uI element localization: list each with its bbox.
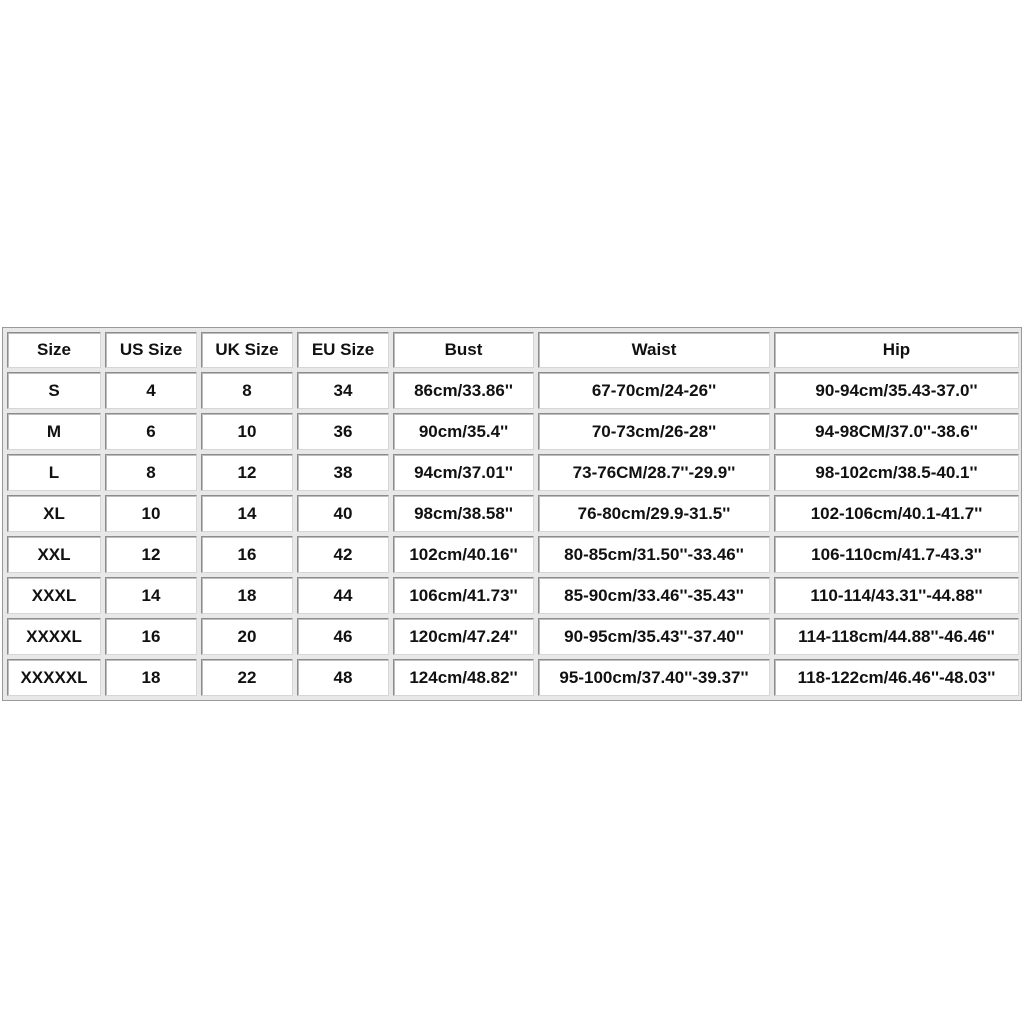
cell-eu-size: 38 [297, 454, 389, 491]
cell-waist: 90-95cm/35.43''-37.40'' [538, 618, 770, 655]
cell-uk-size: 12 [201, 454, 293, 491]
cell-bust: 102cm/40.16'' [393, 536, 534, 573]
cell-hip: 114-118cm/44.88''-46.46'' [774, 618, 1019, 655]
cell-hip: 110-114/43.31''-44.88'' [774, 577, 1019, 614]
cell-size: XL [7, 495, 101, 532]
cell-uk-size: 22 [201, 659, 293, 696]
cell-bust: 120cm/47.24'' [393, 618, 534, 655]
cell-uk-size: 16 [201, 536, 293, 573]
cell-eu-size: 46 [297, 618, 389, 655]
size-chart [2, 327, 1022, 701]
cell-bust: 98cm/38.58'' [393, 495, 534, 532]
header-size: Size [7, 332, 101, 368]
cell-hip: 102-106cm/40.1-41.7'' [774, 495, 1019, 532]
header-hip: Hip [774, 332, 1019, 368]
cell-us-size: 8 [105, 454, 197, 491]
header-row [7, 332, 1019, 368]
cell-eu-size: 42 [297, 536, 389, 573]
cell-bust: 106cm/41.73'' [393, 577, 534, 614]
cell-uk-size: 8 [201, 372, 293, 409]
cell-uk-size: 20 [201, 618, 293, 655]
cell-us-size: 14 [105, 577, 197, 614]
cell-bust: 90cm/35.4'' [393, 413, 534, 450]
cell-eu-size: 48 [297, 659, 389, 696]
cell-size: XXXXL [7, 618, 101, 655]
header-bust: Bust [393, 332, 534, 368]
cell-eu-size: 40 [297, 495, 389, 532]
cell-hip: 118-122cm/46.46''-48.03'' [774, 659, 1019, 696]
table-row [7, 495, 1019, 532]
cell-us-size: 10 [105, 495, 197, 532]
cell-size: XXL [7, 536, 101, 573]
cell-waist: 95-100cm/37.40''-39.37'' [538, 659, 770, 696]
cell-eu-size: 36 [297, 413, 389, 450]
cell-size: M [7, 413, 101, 450]
cell-us-size: 16 [105, 618, 197, 655]
cell-uk-size: 18 [201, 577, 293, 614]
cell-us-size: 6 [105, 413, 197, 450]
table-row [7, 577, 1019, 614]
header-us-size: US Size [105, 332, 197, 368]
table-row [7, 618, 1019, 655]
table-row [7, 536, 1019, 573]
cell-hip: 94-98CM/37.0''-38.6'' [774, 413, 1019, 450]
cell-waist: 85-90cm/33.46''-35.43'' [538, 577, 770, 614]
cell-size: XXXL [7, 577, 101, 614]
cell-hip: 90-94cm/35.43-37.0'' [774, 372, 1019, 409]
cell-bust: 124cm/48.82'' [393, 659, 534, 696]
table-row [7, 372, 1019, 409]
cell-bust: 94cm/37.01'' [393, 454, 534, 491]
header-waist: Waist [538, 332, 770, 368]
cell-uk-size: 14 [201, 495, 293, 532]
cell-waist: 80-85cm/31.50''-33.46'' [538, 536, 770, 573]
header-eu-size: EU Size [297, 332, 389, 368]
cell-size: S [7, 372, 101, 409]
cell-waist: 76-80cm/29.9-31.5'' [538, 495, 770, 532]
header-uk-size: UK Size [201, 332, 293, 368]
cell-eu-size: 44 [297, 577, 389, 614]
table-row [7, 659, 1019, 696]
cell-hip: 106-110cm/41.7-43.3'' [774, 536, 1019, 573]
cell-size: L [7, 454, 101, 491]
size-chart-table [3, 328, 1023, 700]
cell-waist: 70-73cm/26-28'' [538, 413, 770, 450]
cell-size: XXXXXL [7, 659, 101, 696]
cell-us-size: 12 [105, 536, 197, 573]
cell-waist: 67-70cm/24-26'' [538, 372, 770, 409]
table-row [7, 413, 1019, 450]
cell-us-size: 18 [105, 659, 197, 696]
cell-us-size: 4 [105, 372, 197, 409]
cell-hip: 98-102cm/38.5-40.1'' [774, 454, 1019, 491]
cell-eu-size: 34 [297, 372, 389, 409]
table-row [7, 454, 1019, 491]
cell-bust: 86cm/33.86'' [393, 372, 534, 409]
cell-uk-size: 10 [201, 413, 293, 450]
cell-waist: 73-76CM/28.7''-29.9'' [538, 454, 770, 491]
